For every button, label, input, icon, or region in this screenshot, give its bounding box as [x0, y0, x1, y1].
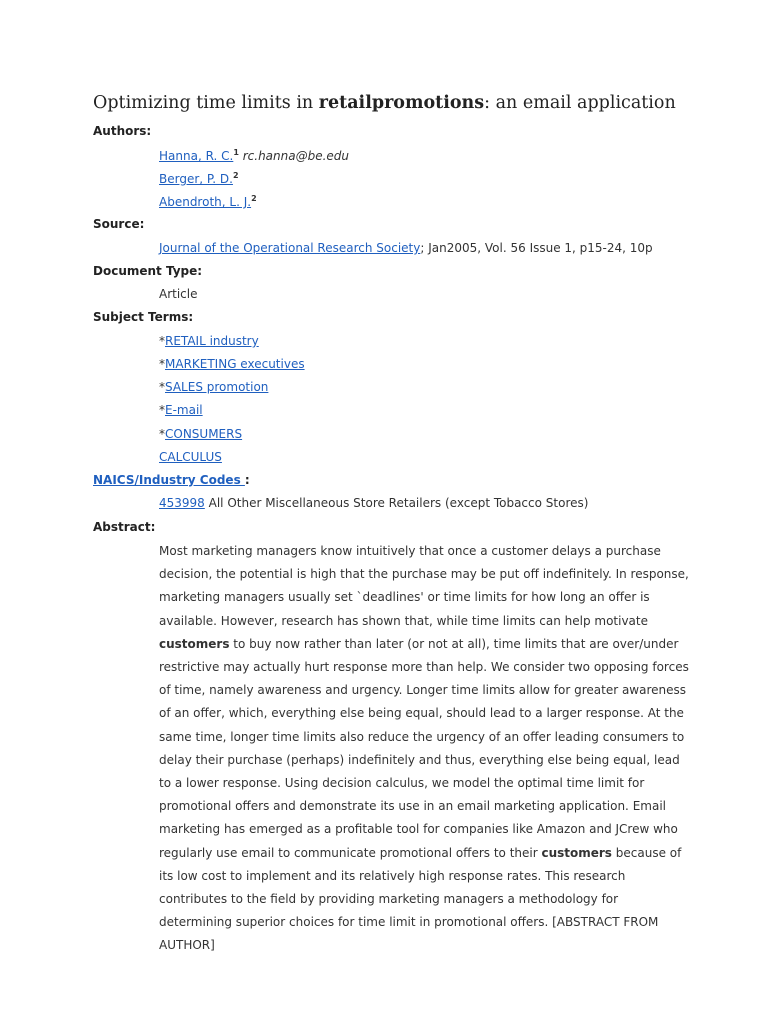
- subject-terms-label: Subject Terms:: [93, 310, 194, 324]
- author-affiliation: 2: [232, 171, 239, 180]
- author-row: [159, 171, 239, 186]
- journal-link[interactable]: Journal of the Operational Research Society: [159, 241, 421, 255]
- naics-description: All Other Miscellaneous Store Retailers (except Tobacco Stores): [204, 496, 589, 510]
- subject-term-link[interactable]: E-mail: [165, 403, 203, 417]
- naics-row: [159, 496, 588, 510]
- subject-term: [159, 450, 222, 464]
- abstract-line: marketing has emerged as a profitable tool for companies like Amazon and JCrew who: [159, 822, 678, 837]
- keyword-highlight: customers: [159, 636, 230, 651]
- subject-term-link[interactable]: CONSUMERS: [165, 427, 243, 441]
- abstract-line: of time, namely awareness and urgency. Longer time limits allow for greater awareness: [159, 683, 687, 698]
- abstract-line-text: regularly use email to communicate promotional offers to their: [159, 845, 542, 860]
- author-row: [159, 148, 349, 163]
- naics-code-link[interactable]: 453998: [159, 496, 205, 510]
- abstract-line: same time, longer time limits also reduce the urgency of an offer leading consumers to: [159, 729, 685, 744]
- abstract-line: marketing managers usually set `deadlines' or time limits for how long an offer is: [159, 590, 650, 605]
- subject-term: [159, 403, 203, 417]
- document-type-label: Document Type:: [93, 264, 203, 278]
- abstract-line: available. However, research has shown that, while time limits can help motivate: [159, 613, 648, 628]
- abstract-line: AUTHOR]: [159, 938, 215, 953]
- subject-term-link[interactable]: MARKETING executives: [165, 357, 305, 371]
- naics-colon: :: [244, 473, 250, 487]
- source-label: Source:: [93, 217, 145, 231]
- author-affiliation: 2: [251, 194, 257, 203]
- subject-term-link[interactable]: RETAIL industry: [165, 334, 259, 348]
- abstract-line: [159, 842, 682, 865]
- article-title: [93, 93, 676, 113]
- naics-label: [93, 473, 250, 487]
- abstract-line: promotional offers and demonstrate its use in an email marketing application. Email: [159, 799, 666, 814]
- abstract-line-text: because of: [611, 845, 682, 860]
- abstract-line: delay their purchase (perhaps) indefinitely and thus, everything else being equal, lead: [159, 752, 680, 767]
- abstract-line: determining superior choices for time limit in promotional offers. [ABSTRACT FROM: [159, 915, 659, 930]
- author-link[interactable]: Hanna, R. C.: [159, 149, 234, 163]
- title-bold-text: retailpromotions: [318, 93, 485, 113]
- naics-link[interactable]: NAICS/Industry Codes: [93, 473, 245, 487]
- author-row: [159, 194, 257, 209]
- subject-term-link[interactable]: SALES promotion: [165, 380, 269, 394]
- subject-term-marker: *: [159, 427, 165, 441]
- source-row: [159, 241, 653, 255]
- subject-term: [159, 357, 305, 371]
- subject-term-marker: *: [159, 380, 165, 394]
- subject-term: [159, 427, 242, 441]
- subject-term-link[interactable]: CALCULUS: [159, 450, 222, 464]
- abstract-line: restrictive may actually hurt response more than help. We consider two opposing forces: [159, 660, 689, 675]
- abstract-line: [159, 633, 679, 656]
- abstract-label: Abstract:: [93, 520, 156, 534]
- authors-label: Authors:: [93, 124, 152, 138]
- abstract-line: to a lower response. Using decision calculus, we model the optimal time limit for: [159, 776, 645, 791]
- abstract-line-text: to buy now rather than later (or not at all), time limits that are over/under: [229, 636, 679, 651]
- author-affiliation: 1: [233, 148, 239, 157]
- keyword-highlight: customers: [541, 845, 612, 860]
- abstract-line: its low cost to implement and its relatively high response rates. This research: [159, 868, 626, 883]
- title-text: Optimizing time limits in: [93, 93, 319, 113]
- subject-term-marker: *: [159, 357, 165, 371]
- abstract-line: of an offer, which, everything else being equal, should lead to a larger response. At the: [159, 706, 684, 721]
- abstract-line: decision, the potential is high that the purchase may be put off indefinitely. In response,: [159, 567, 689, 582]
- subject-term: [159, 334, 259, 348]
- title-subtitle-text: : an email application: [484, 93, 676, 113]
- author-email: rc.hanna@be.edu: [242, 149, 350, 163]
- abstract-text: [159, 540, 689, 958]
- subject-term-marker: *: [159, 403, 165, 417]
- document-type-value: Article: [159, 287, 198, 301]
- subject-term-marker: *: [159, 334, 165, 348]
- subject-term: [159, 380, 268, 394]
- abstract-line: Most marketing managers know intuitively that once a customer delays a purchase: [159, 544, 661, 558]
- abstract-line: contributes to the field by providing marketing managers a methodology for: [159, 892, 619, 907]
- author-link[interactable]: Abendroth, L. J.: [159, 195, 252, 209]
- author-link[interactable]: Berger, P. D.: [159, 172, 233, 186]
- source-details: ; Jan2005, Vol. 56 Issue 1, p15-24, 10p: [420, 241, 653, 255]
